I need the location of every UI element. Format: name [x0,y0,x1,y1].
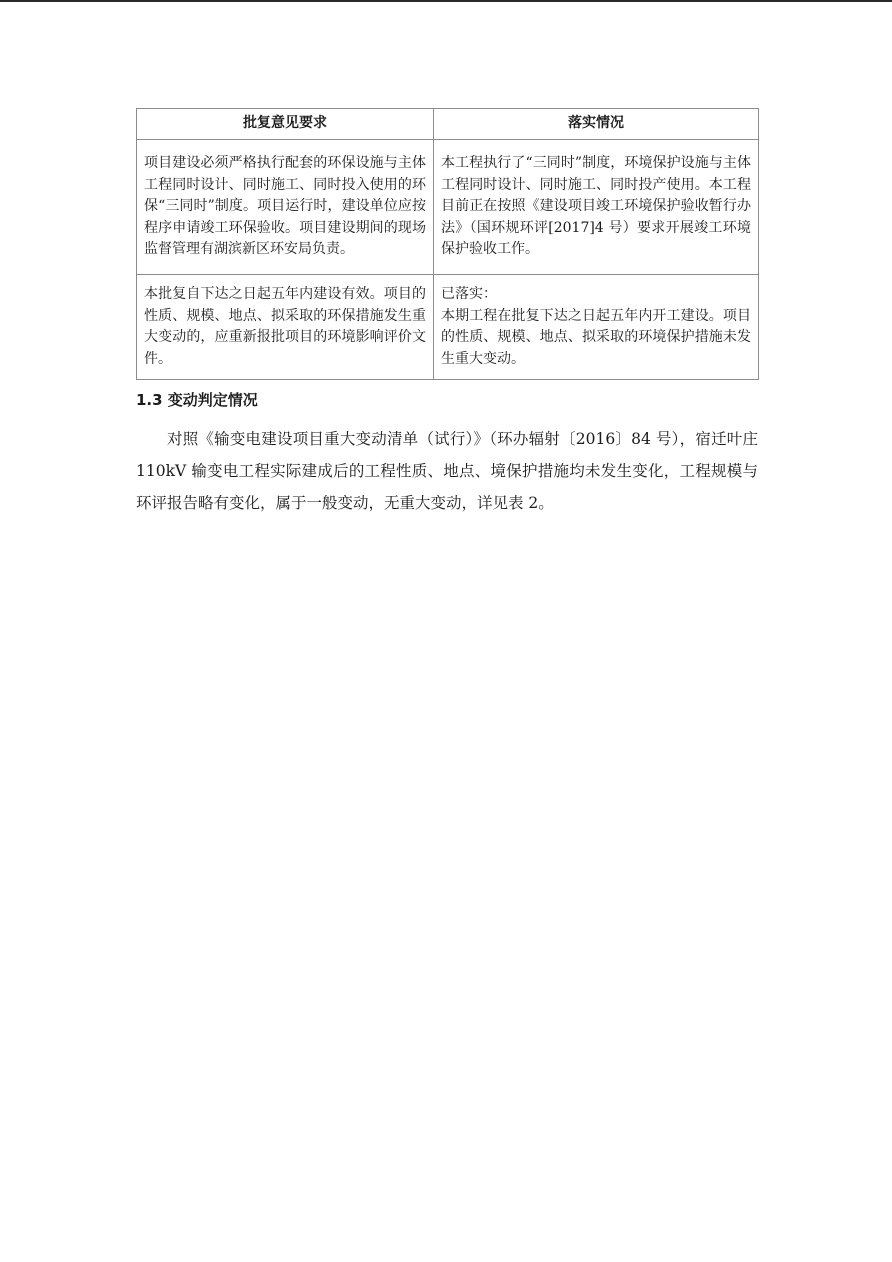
header-requirement: 批复意见要求 [137,109,434,140]
table-row [137,275,759,380]
section-title: 1.3 变动判定情况 [136,391,258,409]
implementation-text: 本期工程在批复下达之日起五年内开工建设。项目的性质、规模、地点、拟采取的环境保护措施未发生重大变动。 [441,307,751,367]
body-paragraph: 对照《输变电建设项目重大变动清单（试行）》（环办辐射〔2016〕84 号），宿迁叶庄 110kV 输变电工程实际建成后的工程性质、地点、境保护措施均未发生变化，工程规模与环评报告略有变化，属于一般变动，无重大变动，详见表 2。 [136,430,758,512]
requirement-cell: 本批复自下达之日起五年内建设有效。项目的性质、规模、地点、拟采取的环保措施发生重大变动的，应重新报批项目的环境影响评价文件。 [137,275,434,380]
header-implementation: 落实情况 [434,109,759,140]
page-top-border [0,0,892,2]
implementation-cell [434,275,759,380]
approval-requirements-table [136,108,759,380]
implementation-cell: 本工程执行了“三同时”制度，环境保护设施与主体工程同时设计、同时施工、同时投产使用。本工程目前正在按照《建设项目竣工环境保护验收暂行办法》（国环规环评[2017]4 号）要求开展竣工环境保护验收工作。 [434,140,759,275]
table-header-row [137,109,759,140]
requirement-cell: 项目建设必须严格执行配套的环保设施与主体工程同时设计、同时施工、同时投入使用的环保“三同时”制度。项目运行时，建设单位应按程序申请竣工环保验收。项目建设期间的现场监督管理有湖滨新区环安局负责。 [137,140,434,275]
implementation-status: 已落实： [441,286,497,302]
table-row [137,140,759,275]
approval-table-container [136,108,758,380]
